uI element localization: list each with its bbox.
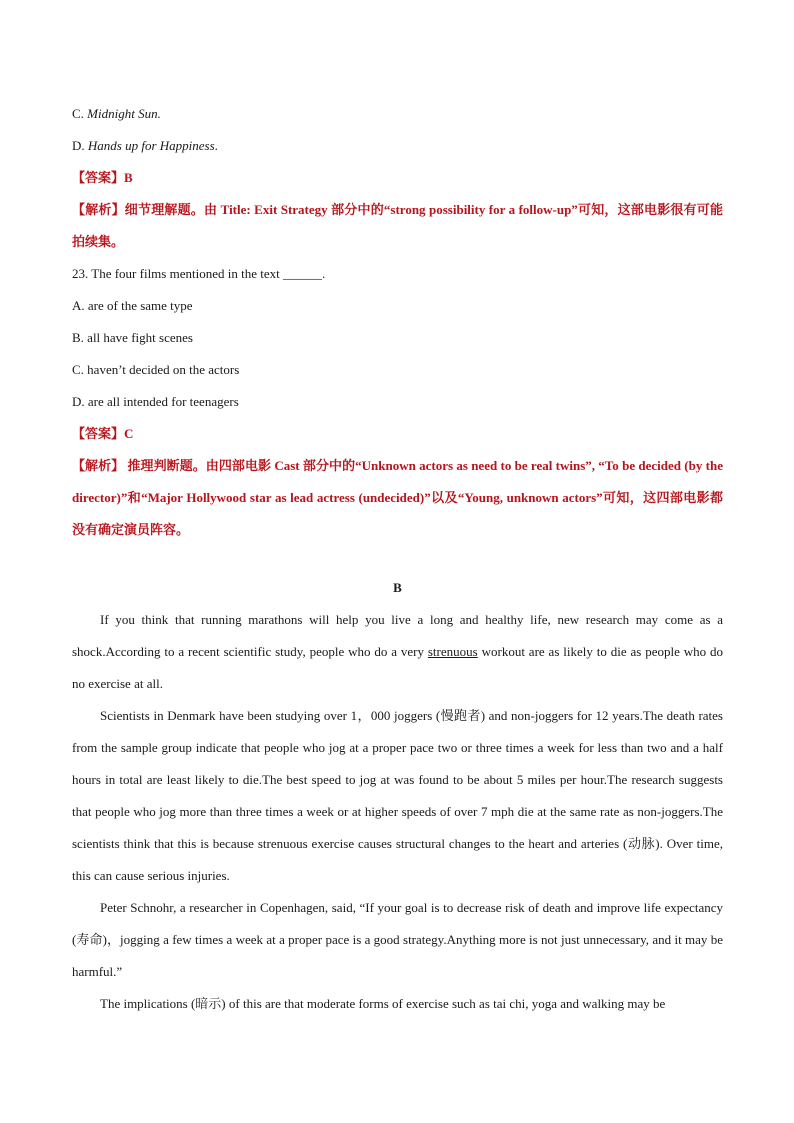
section-b-paragraph-2: Scientists in Denmark have been studying over 1，000 joggers (慢跑者) and non-joggers for 12 years.The death rates from the sample group indicate that people who jog at a proper pace two or three times a week for less than two and a half hours in total are least likely to die.The best speed to jog at was found to be about 5 miles per hour.The research suggests that people who jog more than three times a week or at higher speeds of over 7 mph die at the same rate as non-joggers.The scientists think that this is because strenuous exercise causes structural changes to the heart and arteries (动脉). Over time, this can cause serious injuries. xyxy=(72,708,723,883)
answer-label: 【答案】 xyxy=(72,426,125,441)
analysis-text: 推理判断题。由四部电影 Cast 部分中的“Unknown actors as need to be real twins”, “To be decided (by the director)”和“Major Hollywood star as lead actress (undecided)”以及“Young, unknown actors”可知，这四部电影都没有确定演员阵容。 xyxy=(72,458,723,537)
section-b-title: B xyxy=(393,580,402,595)
analysis-text: 细节理解题。由 Title: Exit Strategy 部分中的“strong possibility for a follow-up”可知，这部电影很有可能拍续集。 xyxy=(72,202,723,249)
section-b-paragraph-3: Peter Schnohr, a researcher in Copenhagen, said, “If your goal is to decrease risk of death and improve life expectancy (寿命)，jogging a few times a week at a proper pace is a good strategy.Anything more is not just unnecessary, and it may be harmful.” xyxy=(72,900,723,979)
q23-option-d: D. are all intended for teenagers xyxy=(72,394,239,409)
q23-analysis xyxy=(72,450,723,546)
section-b-paragraph-4: The implications (暗示) of this are that moderate forms of exercise such as tai chi, yoga and walking may be xyxy=(100,996,666,1011)
q22-option-c: C. Midnight Sun. xyxy=(72,106,161,121)
q23-question: 23. The four films mentioned in the text ______. xyxy=(72,266,326,281)
section-b-paragraph-1: If you think that running marathons will help you live a long and healthy life, new research may come as a shock.According to a recent scientific study, people who do a very strenuous workout are as likely to die as people who do no exercise at all. xyxy=(72,612,723,691)
document-page xyxy=(72,98,723,1020)
answer-value: C xyxy=(124,426,134,441)
q22-analysis xyxy=(72,194,723,258)
option-c-title: Midnight Sun. xyxy=(87,106,161,121)
q23-option-b: B. all have fight scenes xyxy=(72,330,193,345)
q23-option-c: C. haven’t decided on the actors xyxy=(72,362,240,377)
analysis-label: 【解析】 xyxy=(72,458,125,473)
q23-option-a: A. are of the same type xyxy=(72,298,193,313)
answer-value: B xyxy=(124,170,133,185)
underlined-word: strenuous xyxy=(427,644,478,659)
analysis-label: 【解析】 xyxy=(72,202,125,217)
q23-answer xyxy=(72,418,723,450)
option-d-title: Hands up for Happiness xyxy=(87,138,215,153)
q22-answer xyxy=(72,162,723,194)
q22-option-d: D. Hands up for Happiness. xyxy=(72,138,218,153)
answer-label: 【答案】 xyxy=(72,170,125,185)
